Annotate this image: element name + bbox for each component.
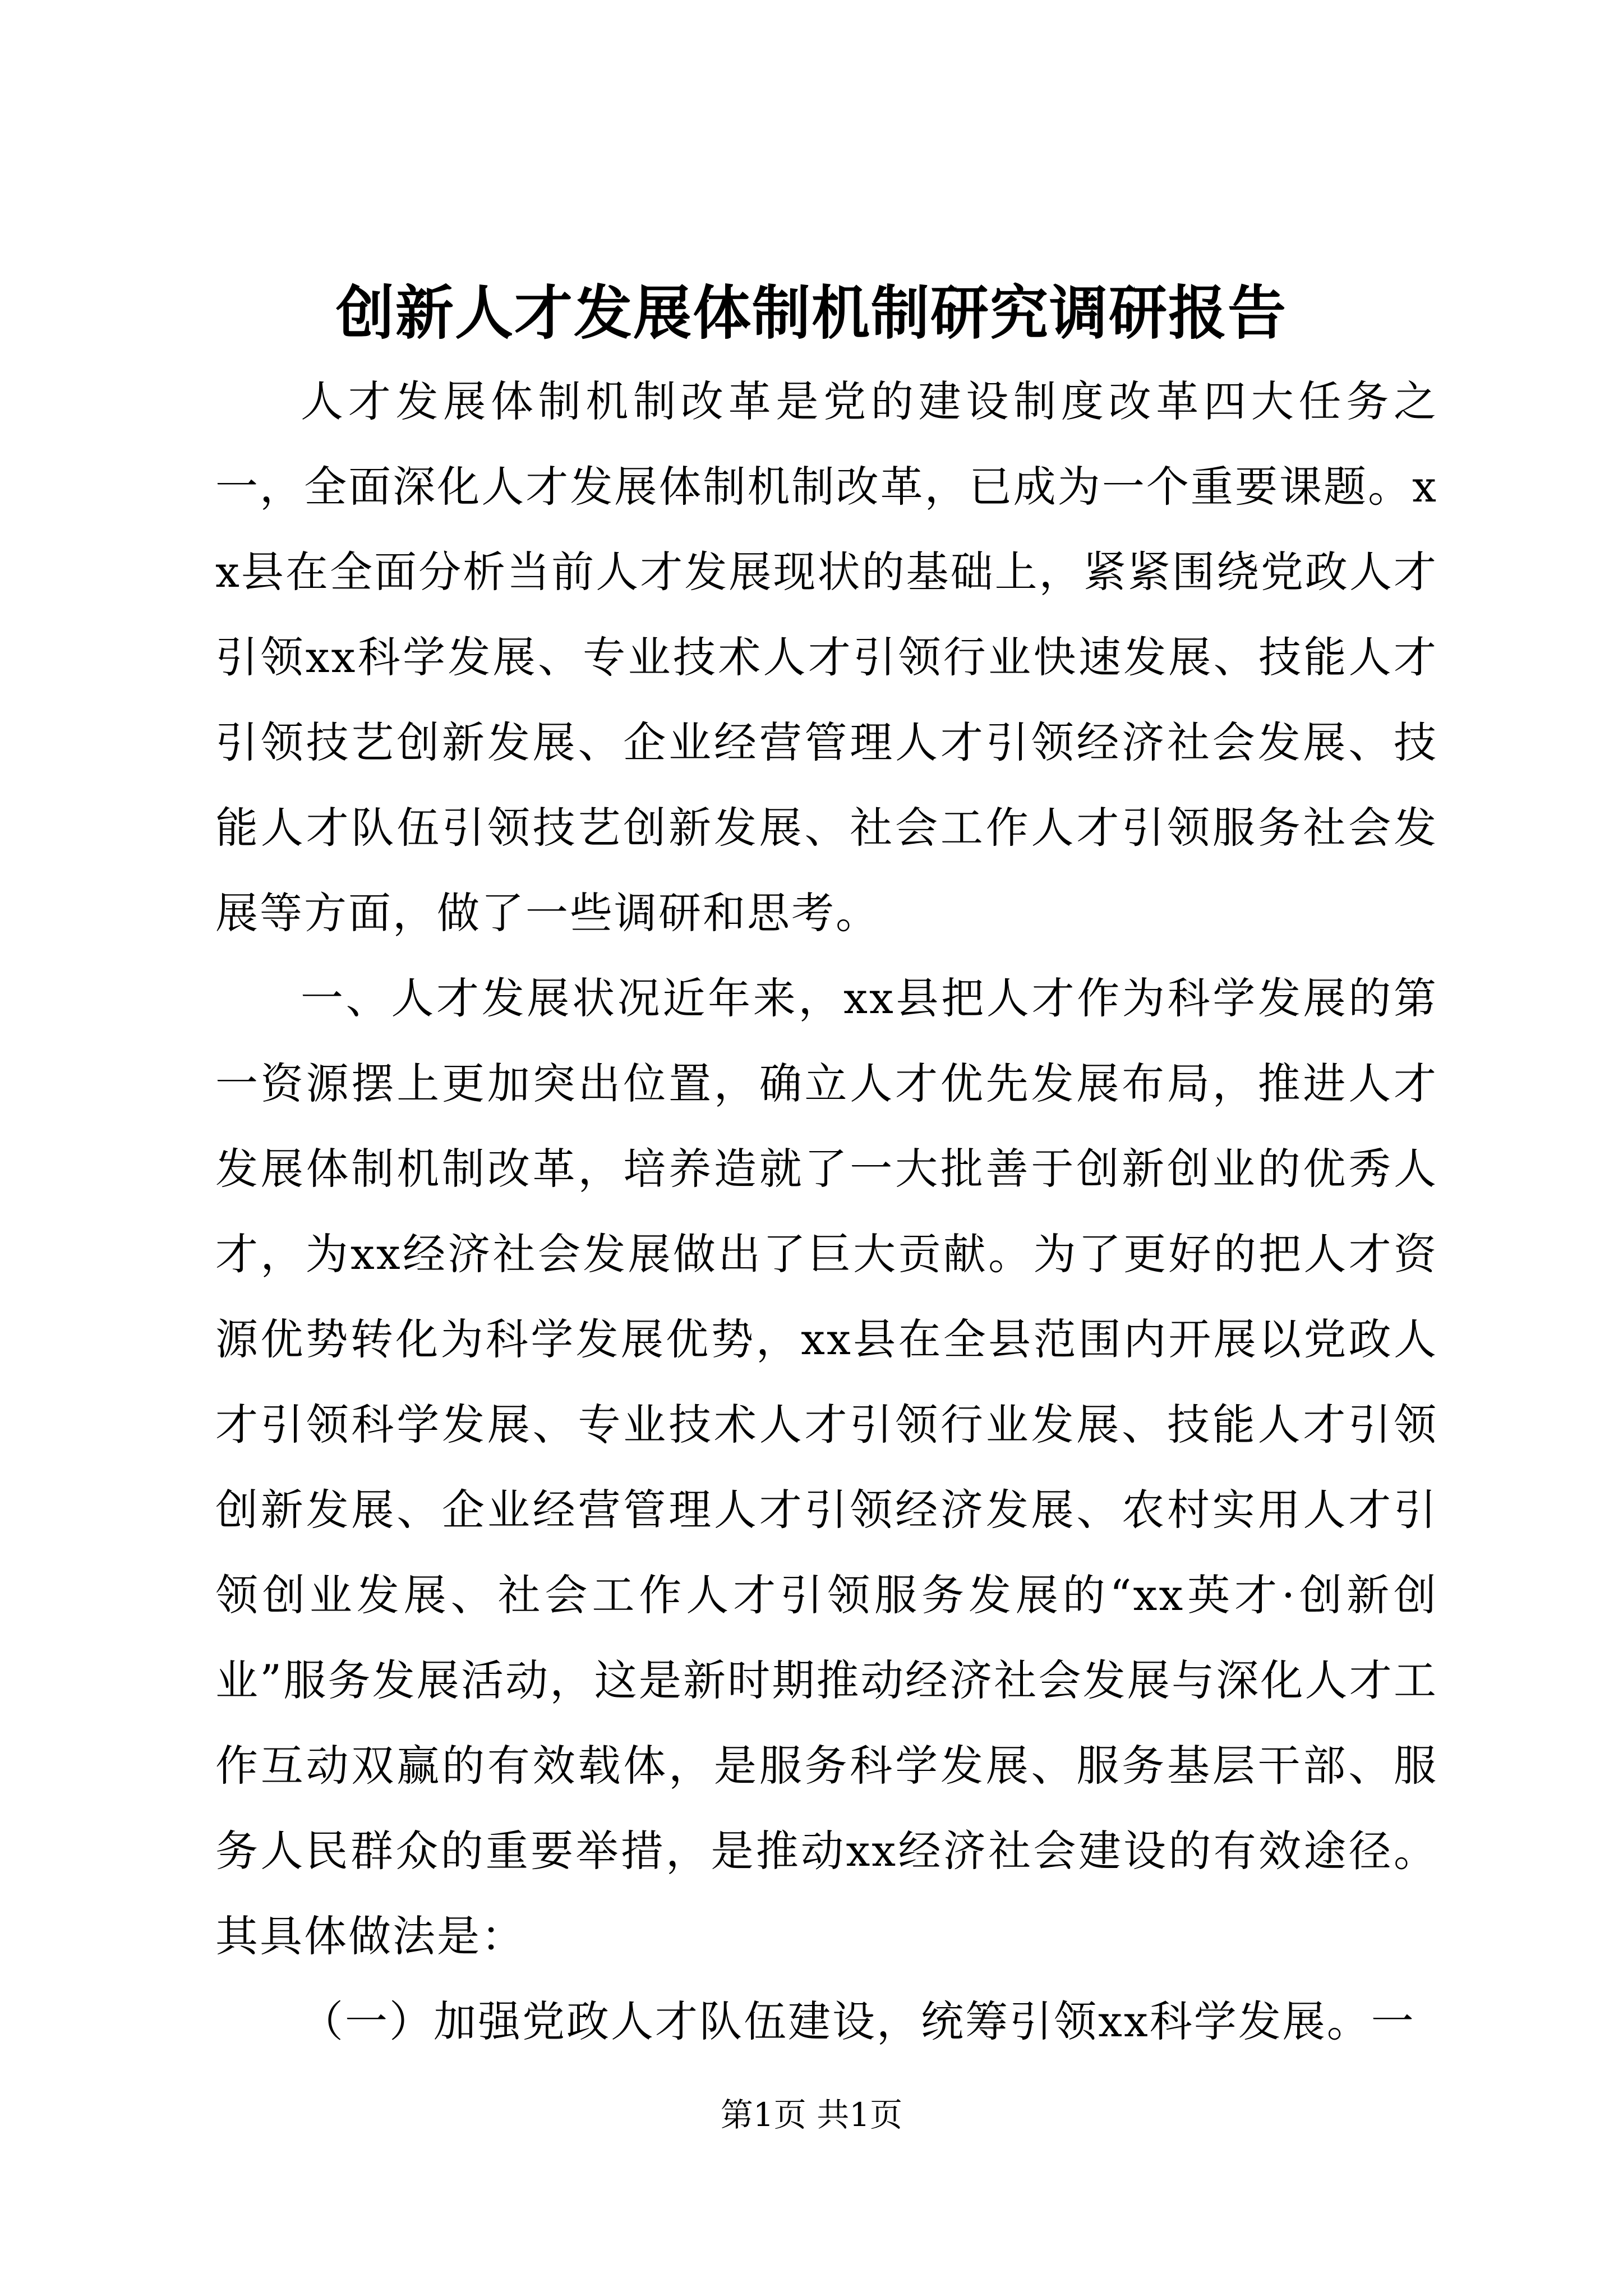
paragraph-intro: 人才发展体制机制改革是党的建设制度改革四大任务之一，全面深化人才发展体制机制改革，已成为一个重要课题。xx县在全面分析当前人才发展现状的基础上，紧紧围绕党政人才引领xx科学发展、专业技术人才引领行业快速发展、技能人才引领技艺创新发展、企业经营管理人才引领经济社会发展、技能人才队伍引领技艺创新发展、社会工作人才引领服务社会发展等方面，做了一些调研和思考。 bbox=[215, 376, 1438, 938]
paragraph-section-one: 一、人才发展状况近年来，xx县把人才作为科学发展的第一资源摆上更加突出位置，确立人才优先发展布局，推进人才发展体制机制改革，培养造就了一大批善于创新创业的优秀人才，为xx经济社会发展做出了巨大贡献。为了更好的把人才资源优势转化为科学发展优势，xx县在全县范围内开展以党政人才引领科学发展、专业技术人才引领行业发展、技能人才引领创新发展、企业经营管理人才引领经济发展、农村实用人才引领创业发展、社会工作人才引领服务发展的“xx英才·创新创业”服务发展活动，这是新时期推动经济社会发展与深化人才工作互动双赢的有效载体，是服务科学发展、服务基层干部、服务人民群众的重要举措，是推动xx经济社会建设的有效途径。其具体做法是： bbox=[215, 973, 1438, 1961]
page-footer: 第1页 共1页 bbox=[720, 2096, 903, 2134]
document-body bbox=[215, 359, 1438, 2064]
document-title: 创新人才发展体制机制研究调研报告 bbox=[335, 278, 1287, 347]
paragraph-subsection-one: （一）加强党政人才队伍建设，统筹引领xx科学发展。一 bbox=[301, 1996, 1415, 2046]
